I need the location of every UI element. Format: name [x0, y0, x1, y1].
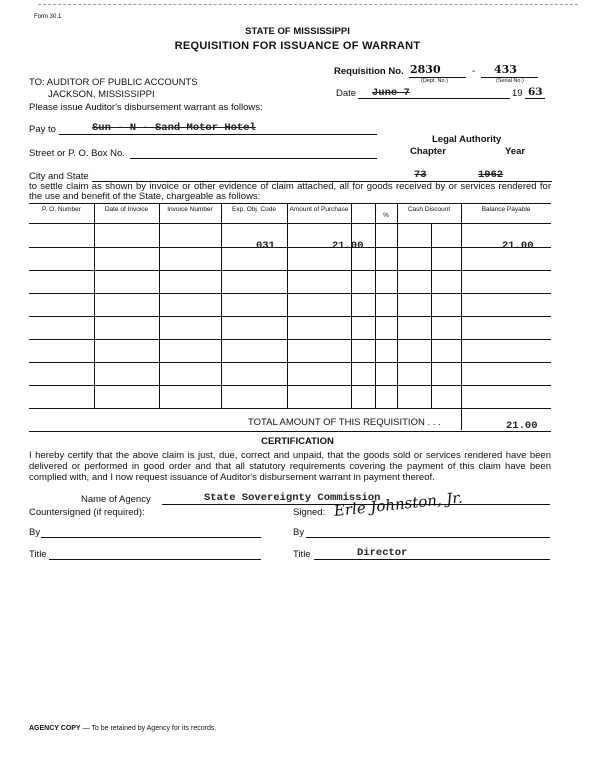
legal-year-value: 1962	[478, 169, 504, 181]
col-divider	[461, 203, 462, 408]
date-label: Date	[336, 88, 357, 99]
serial-no-caption: (Serial No.)	[496, 78, 524, 84]
year-prefix: 19	[512, 88, 523, 99]
countersigned-label: Countersigned (if required):	[29, 507, 145, 518]
title-value: Director	[357, 547, 408, 559]
top-perforation	[38, 4, 578, 5]
certification-title: CERTIFICATION	[261, 436, 334, 447]
table-row	[29, 316, 551, 317]
col-divider	[287, 203, 288, 408]
legal-authority-title: Legal Authority	[432, 134, 502, 145]
chapter-value: 73	[414, 169, 427, 181]
by-label-left: By	[29, 527, 41, 538]
table-row	[29, 362, 551, 363]
col-divider	[159, 203, 160, 408]
serial-no-value: 433	[494, 63, 517, 76]
table-row	[29, 247, 551, 248]
pay-to-line	[59, 134, 377, 135]
street-line	[130, 158, 377, 159]
table-bottom-line	[29, 408, 551, 409]
total-value: 21.00	[506, 420, 538, 432]
header-po-number: P. O. Number	[42, 206, 81, 213]
agency-value: State Sovereignty Commission	[204, 492, 381, 504]
year-value: 63	[528, 86, 543, 98]
header-cash-discount: Cash Discount	[407, 206, 451, 213]
addressee-line1: TO: AUDITOR OF PUBLIC ACCOUNTS	[29, 77, 198, 88]
dept-no-caption: (Dept. No.)	[421, 78, 448, 84]
title-line-right	[314, 559, 550, 560]
legal-year-label: Year	[505, 146, 526, 157]
street-label: Street or P. O. Box No.	[29, 148, 125, 159]
header-invoice-number: Invoice Number	[167, 206, 213, 213]
instruction-text: Please issue Auditor's disbursement warrant as follows:	[29, 102, 263, 113]
col-divider	[397, 203, 398, 408]
header-exp-obj-code: Exp. Obj. Code	[231, 206, 277, 213]
year-line	[525, 98, 545, 99]
date-value: June 7	[372, 87, 410, 99]
settle-text: to settle claim as shown by invoice or other evidence of claim attached, all for goods received by or services rendered for the use and benefit of the State, chargeable as follows:	[29, 181, 551, 202]
table-header-line	[29, 223, 551, 224]
pay-to-label: Pay to	[29, 124, 56, 135]
signature: Erle Johnston, Jr.	[333, 488, 464, 520]
pay-to-value: Sun - N - Sand Motor Hotel	[92, 122, 256, 134]
signed-label: Signed:	[293, 507, 326, 518]
by-line-left	[41, 537, 261, 538]
header-percent: %	[383, 212, 389, 219]
table-row	[29, 339, 551, 340]
form-number: Form 30.1	[34, 14, 62, 20]
total-label: TOTAL AMOUNT OF THIS REQUISITION . . .	[248, 417, 441, 428]
col-divider	[375, 203, 376, 408]
city-label: City and State	[29, 171, 89, 182]
col-divider	[221, 203, 222, 408]
requisition-label: Requisition No.	[334, 66, 404, 77]
header-date-of-invoice: Date of Invoice	[104, 206, 149, 213]
agency-copy-label: AGENCY COPY	[29, 725, 81, 732]
row1-balance: 21.00	[502, 240, 534, 252]
certification-text: I hereby certify that the above claim is just, due, correct and unpaid, that the goods sold or services rendered have been delivered or performed in good order and that all statutory requirements covering the payment of this claim have been complied with, and I now request issuance of Auditor's disbursement warrant in payment thereof.	[29, 450, 551, 483]
table-row	[29, 293, 551, 294]
addressee-line2: JACKSON, MISSISSIPPI	[48, 89, 155, 100]
row1-amount: 21.00	[332, 240, 364, 252]
total-divider	[461, 408, 462, 430]
table-row	[29, 270, 551, 271]
title-label-left: Title	[29, 549, 47, 560]
agency-label: Name of Agency	[81, 494, 151, 505]
dash: -	[472, 66, 476, 77]
header-amount-of-purchase: Amount of Purchase	[289, 206, 349, 213]
title-line-left	[49, 559, 261, 560]
state-heading: STATE OF MISSISSIPPI	[245, 26, 350, 37]
by-label-right: By	[293, 527, 305, 538]
table-top-line	[29, 203, 551, 204]
agency-copy-text: — To be retained by Agency for its records.	[82, 725, 217, 732]
table-row	[29, 385, 551, 386]
total-bottom-line	[29, 431, 551, 432]
chapter-label: Chapter	[410, 146, 446, 157]
form-title: REQUISITION FOR ISSUANCE OF WARRANT	[174, 40, 421, 52]
title-label-right: Title	[293, 549, 311, 560]
header-balance-payable: Balance Payable	[481, 206, 531, 213]
footer	[29, 725, 216, 732]
col-divider	[94, 203, 95, 408]
row1-exp-code: 031	[256, 240, 275, 252]
by-line-right	[306, 537, 550, 538]
dept-no-value: 2830	[410, 63, 441, 76]
col-divider	[351, 203, 352, 408]
